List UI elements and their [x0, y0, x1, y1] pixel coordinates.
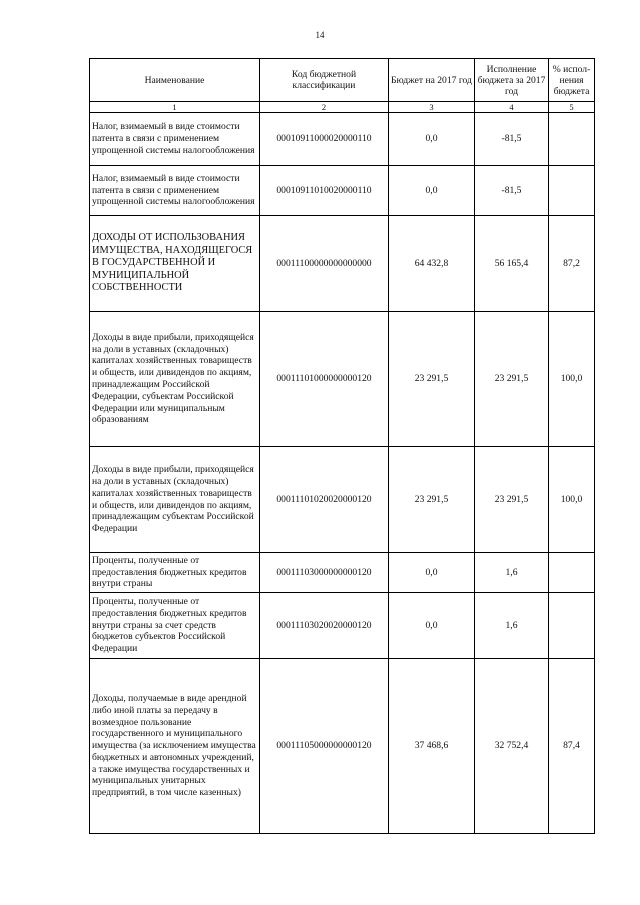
- table-row: [90, 593, 595, 659]
- row-code: 00010911010020000110: [260, 166, 389, 216]
- column-number: 3: [389, 102, 475, 113]
- row-name: Доходы, получаемые в виде арендной либо иной платы за передачу в возмездное пользование государственного и муниципального имущества (за исключением имущества бюджетных и автономных учреждений, а также имущества государственных и муниципальных унитарных предприятий, в том числе казенных): [90, 659, 260, 834]
- table-row: [90, 216, 595, 312]
- row-name: ДОХОДЫ ОТ ИСПОЛЬЗОВАНИЯ ИМУЩЕСТВА, НАХОДЯЩЕГОСЯ В ГОСУДАРСТВЕННОЙ И МУНИЦИПАЛЬНОЙ СОБСТВЕННОСТИ: [90, 216, 260, 312]
- budget-table: [89, 58, 595, 834]
- row-budget: 0,0: [389, 166, 475, 216]
- row-budget: 23 291,5: [389, 312, 475, 447]
- header-budget: Бюджет на 2017 год: [389, 59, 475, 102]
- row-percent: [549, 593, 595, 659]
- row-code: 00011105000000000120: [260, 659, 389, 834]
- row-execution: -81,5: [475, 113, 549, 166]
- page-number: 14: [315, 30, 325, 40]
- row-budget: 0,0: [389, 553, 475, 593]
- header-name: Наименование: [90, 59, 260, 102]
- row-name: Проценты, полученные от предоставления бюджетных кредитов внутри страны: [90, 553, 260, 593]
- row-percent: [549, 553, 595, 593]
- row-percent: 87,4: [549, 659, 595, 834]
- row-percent: [549, 113, 595, 166]
- column-number-row: [90, 102, 595, 113]
- row-execution: -81,5: [475, 166, 549, 216]
- row-name: Проценты, полученные от предоставления бюджетных кредитов внутри страны за счет средств бюджетов субъектов Российской Федерации: [90, 593, 260, 659]
- row-name: Доходы в виде прибыли, приходящейся на доли в уставных (складочных) капиталах хозяйственных товариществ и обществ, или дивидендов по акциям, принадлежащим субъектам Российской Федерации: [90, 447, 260, 553]
- row-percent: [549, 166, 595, 216]
- row-name: Налог, взимаемый в виде стоимости патента в связи с применением упрощенной системы налогообложения: [90, 113, 260, 166]
- row-code: 00011101000000000120: [260, 312, 389, 447]
- table-row: [90, 447, 595, 553]
- row-budget: 23 291,5: [389, 447, 475, 553]
- row-code: 00011101020020000120: [260, 447, 389, 553]
- table-row: [90, 659, 595, 834]
- row-execution: 1,6: [475, 593, 549, 659]
- row-percent: 87,2: [549, 216, 595, 312]
- row-code: 00011100000000000000: [260, 216, 389, 312]
- row-budget: 0,0: [389, 113, 475, 166]
- header-code: Код бюджетной классификации: [260, 59, 389, 102]
- table-row: [90, 312, 595, 447]
- row-execution: 32 752,4: [475, 659, 549, 834]
- table-row: [90, 166, 595, 216]
- row-code: 00010911000020000110: [260, 113, 389, 166]
- column-number: 5: [549, 102, 595, 113]
- row-execution: 1,6: [475, 553, 549, 593]
- column-number: 1: [90, 102, 260, 113]
- row-code: 00011103020020000120: [260, 593, 389, 659]
- column-number: 4: [475, 102, 549, 113]
- row-name: Доходы в виде прибыли, приходящейся на доли в уставных (складочных) капиталах хозяйственных товариществ и обществ, или дивидендов по акциям, принадлежащим Российской Федерации, субъектам Российской Федерации или муниципальным образованиям: [90, 312, 260, 447]
- row-execution: 56 165,4: [475, 216, 549, 312]
- row-execution: 23 291,5: [475, 312, 549, 447]
- column-number: 2: [260, 102, 389, 113]
- header-row: [90, 59, 595, 102]
- row-execution: 23 291,5: [475, 447, 549, 553]
- row-budget: 64 432,8: [389, 216, 475, 312]
- row-percent: 100,0: [549, 312, 595, 447]
- header-percent: % испол-нения бюджета: [549, 59, 595, 102]
- row-percent: 100,0: [549, 447, 595, 553]
- row-name: Налог, взимаемый в виде стоимости патента в связи с применением упрощенной системы налогообложения: [90, 166, 260, 216]
- row-budget: 0,0: [389, 593, 475, 659]
- row-budget: 37 468,6: [389, 659, 475, 834]
- header-execution: Исполнение бюджета за 2017 год: [475, 59, 549, 102]
- table-row: [90, 113, 595, 166]
- table-row: [90, 553, 595, 593]
- row-code: 00011103000000000120: [260, 553, 389, 593]
